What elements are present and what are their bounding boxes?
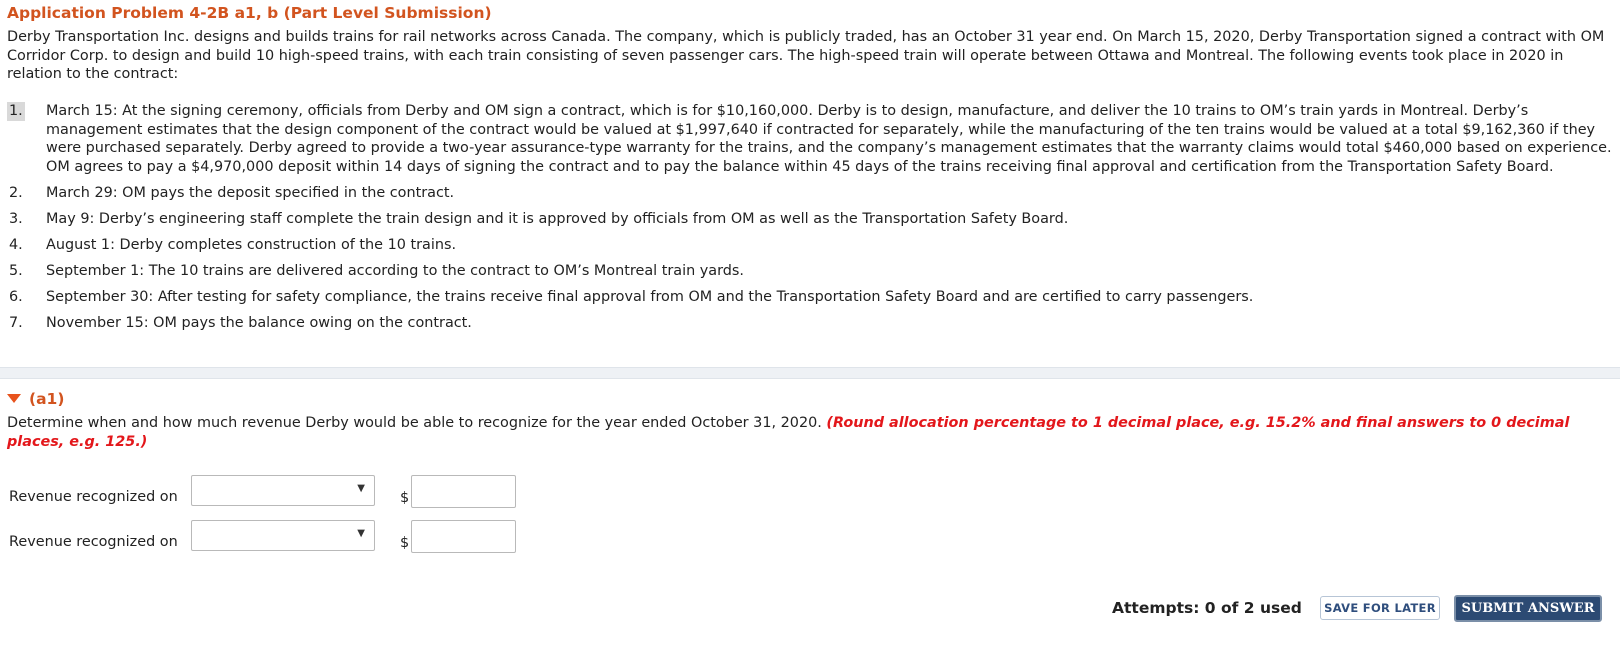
amount-input[interactable] [411, 520, 516, 553]
part-a1-toggle[interactable] [7, 390, 64, 408]
question-prompt: Determine when and how much revenue Derby would be able to recognize for the year ended October 31, 2020. [7, 415, 822, 431]
list-item-text: March 15: At the signing ceremony, officials from Derby and OM sign a contract, which is for $10,160,000. Derby is to design, manufacture, and deliver the 10 trains to OM’s train yards in Montreal. Derby’s management estimates that the design component of the contract would be valued at $1,997,640 if contracted for separately, while the manufacturing of the ten trains would be valued at a total $9,162,360 if they were purchased separately. Derby agreed to provide a two-year assurance-type warranty for the trains, and the company’s management estimates that the warranty claims would total $460,000 based on experience. OM agrees to pay a $4,970,000 deposit within 14 days of signing the contract and to pay the balance within 45 days of the trains receiving final approval and certification from the Transportation Safety Board. [46, 103, 1612, 175]
dropdown-arrow-icon: ▼ [357, 483, 365, 494]
list-item [7, 262, 1617, 281]
list-number: 2. [9, 184, 23, 201]
list-item-text: September 30: After testing for safety compliance, the trains receive final approval from OM and the Transportation Safety Board and are certified to carry passengers. [46, 288, 1254, 305]
list-number: 1. [9, 103, 23, 119]
part-label: (a1) [29, 390, 65, 408]
list-number: 3. [9, 210, 23, 227]
revenue-label: Revenue recognized on [9, 534, 178, 550]
currency-symbol: $ [400, 535, 410, 551]
caret-down-icon [7, 394, 21, 403]
list-item [7, 314, 1617, 333]
problem-title: Application Problem 4-2B a1, b (Part Level Submission) [7, 4, 492, 22]
list-number: 6. [9, 288, 23, 305]
list-item [7, 236, 1617, 255]
list-number: 4. [9, 236, 23, 253]
date-select[interactable] [191, 475, 375, 506]
rounding-hint: (Round allocation percentage to 1 decimal place, e.g. 15.2% and final answers to 0 decimal places, e.g. 125.) [7, 415, 1570, 450]
list-item-text: August 1: Derby completes construction of the 10 trains. [46, 236, 457, 253]
attempts-counter: Attempts: 0 of 2 used [1112, 599, 1302, 617]
list-item-text: November 15: OM pays the balance owing on the contract. [46, 314, 472, 331]
submit-answer-button[interactable]: SUBMIT ANSWER [1454, 595, 1602, 622]
list-item-text: May 9: Derby’s engineering staff complete the train design and it is approved by officials from OM as well as the Transportation Safety Board. [46, 210, 1069, 227]
list-item [7, 210, 1617, 229]
list-number: 5. [9, 262, 23, 279]
list-item [7, 184, 1617, 203]
list-item [7, 102, 1617, 176]
events-list [7, 102, 1617, 340]
section-divider [0, 367, 1620, 379]
dropdown-arrow-icon: ▼ [357, 528, 365, 539]
currency-symbol: $ [400, 490, 410, 506]
date-select[interactable] [191, 520, 375, 551]
amount-input[interactable] [411, 475, 516, 508]
list-item [7, 288, 1617, 307]
revenue-label: Revenue recognized on [9, 489, 178, 505]
save-for-later-button[interactable]: SAVE FOR LATER [1320, 596, 1440, 620]
list-item-text: September 1: The 10 trains are delivered according to the contract to OM’s Montreal train yards. [46, 262, 744, 279]
question-text [7, 414, 1587, 451]
list-number: 7. [9, 314, 23, 331]
problem-intro: Derby Transportation Inc. designs and builds trains for rail networks across Canada. The company, which is publicly traded, has an October 31 year end. On March 15, 2020, Derby Transportation signed a contract with OM Corridor Corp. to design and build 10 high-speed trains, with each train consisting of seven passenger cars. The high-speed train will operate between Ottawa and Montreal. The following events took place in 2020 in relation to the contract: [7, 29, 1605, 82]
list-item-text: March 29: OM pays the deposit specified in the contract. [46, 184, 455, 201]
